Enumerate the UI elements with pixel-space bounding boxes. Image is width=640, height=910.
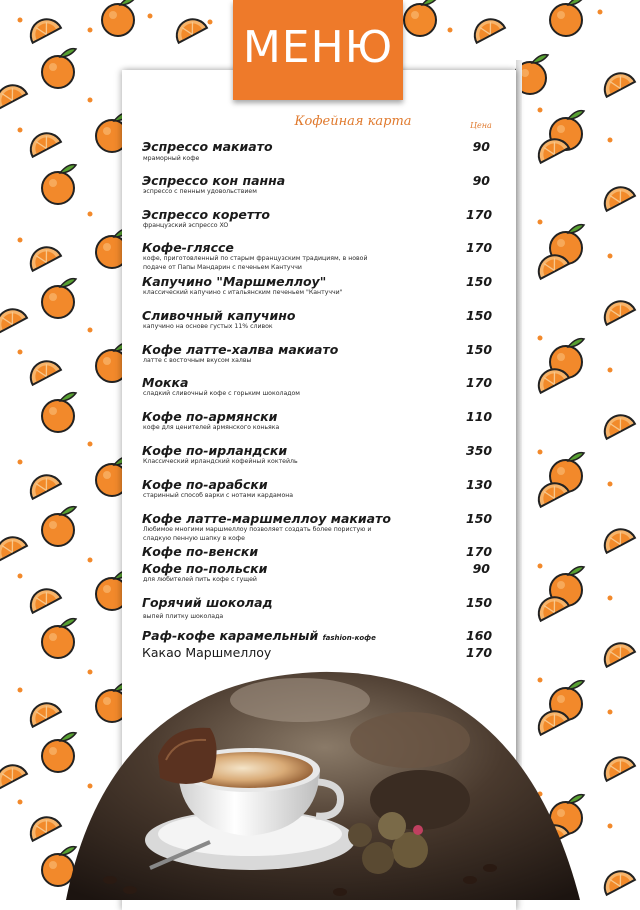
item-description: сладкий сливочный кофе с горьким шоколадом [143,390,300,397]
item-description: для любителей пить кофе с гущей [143,576,257,583]
item-description: Классический ирландский кофейный коктейль [143,458,298,465]
item-tag: fashion-кофе [322,634,376,642]
item-price: 110 [466,409,493,424]
item-price: 170 [466,207,493,222]
item-price: 150 [466,274,493,289]
item-name: Эспрессо кон панна [142,173,286,188]
item-name: Кофе по-венски [142,544,259,559]
menu-title-banner [233,0,403,100]
item-name: Эспрессо макиато [142,139,273,154]
item-price: 170 [466,645,493,660]
item-name: Какао Маршмеллоу [142,645,272,660]
item-price: 150 [466,308,493,323]
item-name-text: Раф-кофе карамельный [142,628,319,643]
item-name: Кофе-гляссе [142,240,234,255]
item-description: капучино на основе густых 11% сливок [143,323,273,330]
item-name: Сливочный капучино [142,308,296,323]
item-description: эспрессо с пенным удовольствием [143,188,257,195]
price-column-header: Цена [470,121,492,130]
item-description: латте с восточным вкусом халвы [143,357,252,364]
item-price: 90 [472,139,490,154]
item-price: 130 [466,477,493,492]
page-title: МЕНЮ [242,22,394,73]
item-price: 350 [466,443,493,458]
item-name: Кофе латте-маршмеллоу макиато [142,511,391,526]
item-description: мраморный кофе [143,155,200,162]
item-price: 150 [466,511,493,526]
item-name: Кофе по-армянски [142,409,278,424]
item-name: Капучино "Маршмеллоу" [142,274,327,289]
item-description: кофе, приготовленный по старым французским традициям, в новой подаче от Папы Мандарин с печеньем Кантуччи [143,255,368,271]
item-description: французский эспрессо XO [143,222,229,229]
item-name: Горячий шоколад [142,595,273,610]
section-subtitle: Кофейная карта [294,114,412,129]
item-price: 170 [466,375,493,390]
item-price: 90 [472,173,490,188]
item-name: Эспрессо коретто [142,207,270,222]
item-name: Кофе по-польски [142,561,268,576]
item-name: Мокка [142,375,189,390]
item-price: 150 [466,342,493,357]
item-description: выпей плитку шоколада [143,613,224,620]
item-price: 150 [466,595,493,610]
item-price: 170 [466,544,493,559]
item-name: Кофе латте-халва макиато [142,342,339,357]
item-description: Любимое многими маршмеллоу позволяет создать более пористую и сладкую пенную шапку в кофе [143,526,372,542]
item-price: 160 [466,628,493,643]
item-description: кофе для ценителей армянского коньяка [143,424,280,431]
item-description: классический капучино с итальянским печеньем "Кантуччи" [143,289,343,296]
item-price: 90 [472,561,490,576]
item-price: 170 [466,240,493,255]
item-description: старинный способ варки с нотами кардамона [143,492,294,499]
item-name: Кофе по-ирландски [142,443,288,458]
item-name: Кофе по-арабски [142,477,268,492]
